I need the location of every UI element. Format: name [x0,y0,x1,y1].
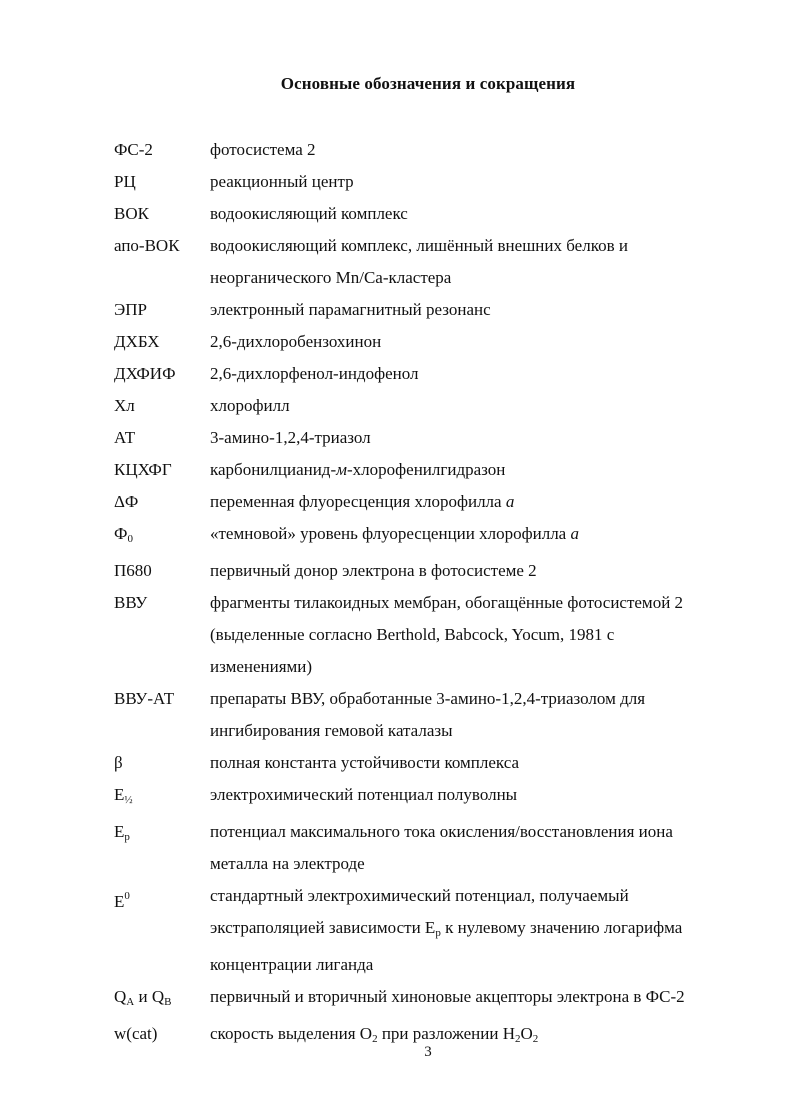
definition: скорость выделения $O_2$ при разложении $H_2O_2$ [210,1024,539,1045]
abbreviation: ВВУ-АТ [114,689,175,708]
abbreviation: β [114,753,123,772]
list-item [114,779,754,816]
abbreviation: ΔФ [114,492,139,511]
list-item [114,880,754,981]
list-item [114,358,754,390]
definition: фотосистема 2 [210,140,316,159]
definition: 2,6-дихлоробензохинон [210,332,382,351]
list-item [114,390,754,422]
list-item [114,555,754,587]
definition: потенциал максимального тока окисления/восстановления иона металла на электроде [210,822,673,873]
abbreviation: РЦ [114,172,136,191]
abbreviation: $E^0$ [114,890,130,911]
definition: первичный и вторичный хиноновые акцепторы электрона в ФС-2 [210,987,685,1006]
definition: «темновой» уровень флуоресценции хлорофилла a [210,524,579,543]
list-item [114,198,754,230]
abbreviation: КЦХФГ [114,460,172,479]
definition: водоокисляющий комплекс [210,204,408,223]
definition: реакционный центр [210,172,354,191]
definition: карбонилцианид-м-хлорофенилгидразон [210,460,506,479]
list-item [114,134,754,166]
abbreviation: ЭПР [114,300,147,319]
list-item [114,326,754,358]
list-item [114,747,754,779]
list-item [114,454,754,486]
definition: 3-амино-1,2,4-триазол [210,428,371,447]
list-item [114,166,754,198]
list-item [114,518,754,555]
abbreviation: $Ф_0$ [114,524,133,545]
definition: электронный парамагнитный резонанс [210,300,491,319]
abbreviation: $E_{\frac{1}{2}}$ [114,785,133,806]
abbreviation: Хл [114,396,135,415]
abbreviation: П680 [114,561,152,580]
list-item [114,981,754,1018]
definition: первичный донор электрона в фотосистеме 2 [210,561,537,580]
abbreviation: ДХБХ [114,332,160,351]
abbreviation: ДХФИФ [114,364,176,383]
page-title: Основные обозначения и сокращения [280,74,576,93]
definition: водоокисляющий комплекс, лишённый внешних белков и неорганического Mn/Ca-кластера [210,236,628,287]
page-number: 3 [424,1044,432,1060]
list-item [114,422,754,454]
list-item [114,294,754,326]
abbreviation: ФС-2 [114,140,153,159]
list-item [114,587,754,683]
definition: 2,6-дихлорфенол-индофенол [210,364,419,383]
list-item [114,486,754,518]
abbreviation: w(cat) [114,1024,158,1043]
definition: полная константа устойчивости комплекса [210,753,520,772]
abbreviation: $E_p$ [114,822,130,843]
abbreviation: ВВУ [114,593,148,612]
abbreviations-list [114,134,754,1055]
list-item [114,683,754,747]
definition: электрохимический потенциал полуволны [210,785,518,804]
list-item [114,816,754,880]
abbreviation: ВОК [114,204,149,223]
list-item [114,230,754,294]
definition: переменная флуоресценция хлорофилла a [210,492,515,511]
abbreviation: АТ [114,428,136,447]
definition: хлорофилл [210,396,290,415]
definition: фрагменты тилакоидных мембран, обогащённые фотосистемой 2 (выделенные согласно Berthold, Babcock, Yocum, 1981 с изменениями) [210,593,684,676]
definition: препараты ВВУ, обработанные 3-амино-1,2,4-триазолом для ингибирования гемовой каталазы [210,689,646,740]
abbreviation: апо-ВОК [114,236,180,255]
definition: стандартный электрохимический потенциал, получаемый экстраполяцией зависимости $E_p$ к нулевому значению логарифма концентрации лиганда [210,886,683,974]
abbreviation: $Q_A$ и $Q_B$ [114,987,172,1008]
